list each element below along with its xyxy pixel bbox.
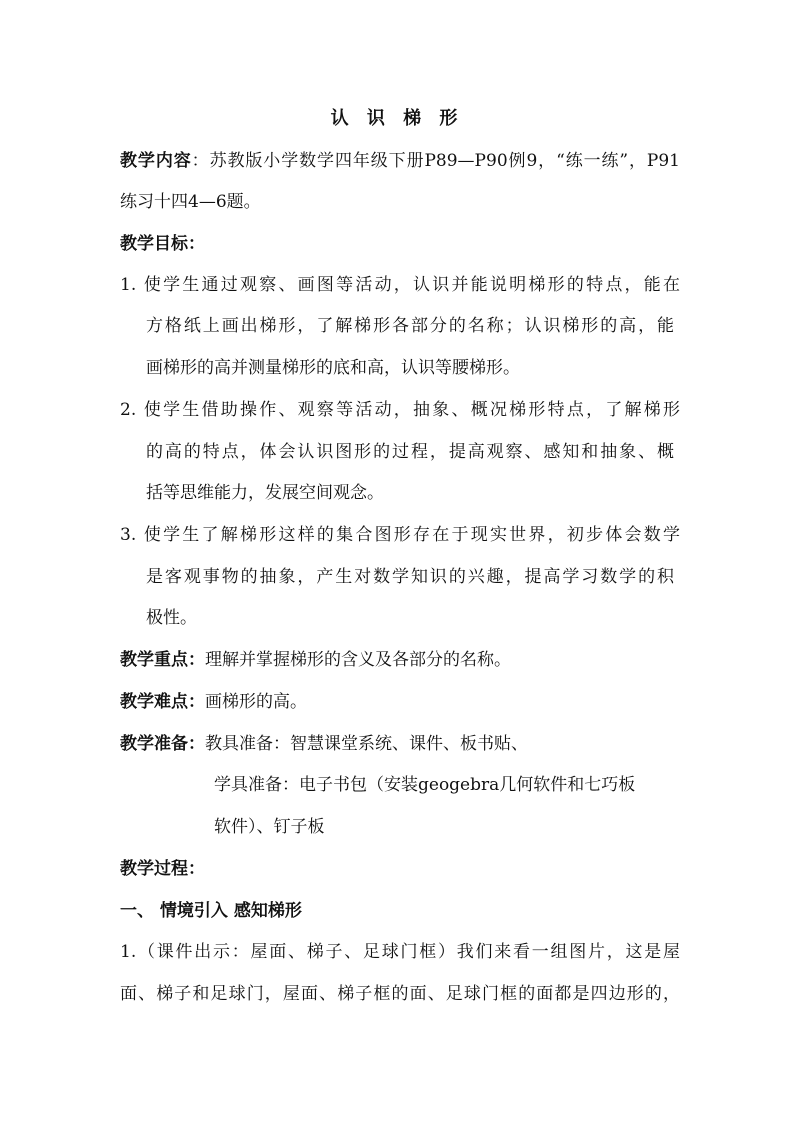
teaching-content-line-2: 练习十四4—6题。 [120, 192, 261, 212]
student-prep-line-2: 软件）、钉子板 [214, 817, 325, 837]
goal-3-line-3: 极性。 [146, 608, 197, 628]
teaching-process-heading: 教学过程： [120, 859, 205, 879]
teaching-content-text: ：苏教版小学数学四年级下册P89—P90例9，“练一练”，P91 [191, 151, 681, 171]
goal-1-line-3: 画梯形的高并测量梯形的底和高，认识等腰梯形。 [146, 358, 520, 378]
paragraph-1-line-1: 1.（课件出示：屋面、梯子、足球门框）我们来看一组图片，这是屋 [120, 942, 680, 962]
preparation-line [120, 732, 680, 756]
key-point-label: 教学重点： [120, 650, 205, 670]
section-1-heading: 一、 情境引入 感知梯形 [120, 901, 302, 921]
document-title: 认 识 梯 形 [330, 108, 464, 129]
goal-2-line-2: 的高的特点，体会认识图形的过程，提高观察、感知和抽象、概 [146, 442, 674, 462]
goal-2-line-1: 2. 使学生借助操作、观察等活动，抽象、概况梯形特点，了解梯形 [120, 400, 680, 420]
goal-3-line-2: 是客观事物的抽象，产生对数学知识的兴趣，提高学习数学的积 [146, 567, 674, 587]
teaching-content-line-1 [120, 149, 680, 173]
goal-1-line-1: 1. 使学生通过观察、画图等活动，认识并能说明梯形的特点，能在 [120, 275, 680, 295]
teaching-content-label: 教学内容 [120, 151, 192, 171]
paragraph-1-line-2: 面、梯子和足球门，屋面、梯子框的面、足球门框的面都是四边形的， [120, 984, 680, 1004]
key-point-text: 理解并掌握梯形的含义及各部分的名称。 [205, 650, 511, 670]
teacher-prep-text: 教具准备：智慧课堂系统、课件、板书贴、 [205, 734, 528, 754]
goal-2-line-3: 括等思维能力，发展空间观念。 [146, 483, 384, 503]
teaching-goals-heading: 教学目标： [120, 234, 205, 254]
goal-1-line-2: 方格纸上画出梯形，了解梯形各部分的名称；认识梯形的高，能 [146, 316, 674, 336]
difficulty-text: 画梯形的高。 [205, 692, 307, 712]
student-prep-line-1: 学具准备：电子书包（安装geogebra几何软件和七巧板 [214, 775, 636, 795]
difficulty-line [120, 690, 680, 714]
goal-3-line-1: 3. 使学生了解梯形这样的集合图形存在于现实世界，初步体会数学 [120, 525, 680, 545]
preparation-label: 教学准备： [120, 734, 205, 754]
key-point-line [120, 648, 680, 672]
difficulty-label: 教学难点： [120, 692, 205, 712]
